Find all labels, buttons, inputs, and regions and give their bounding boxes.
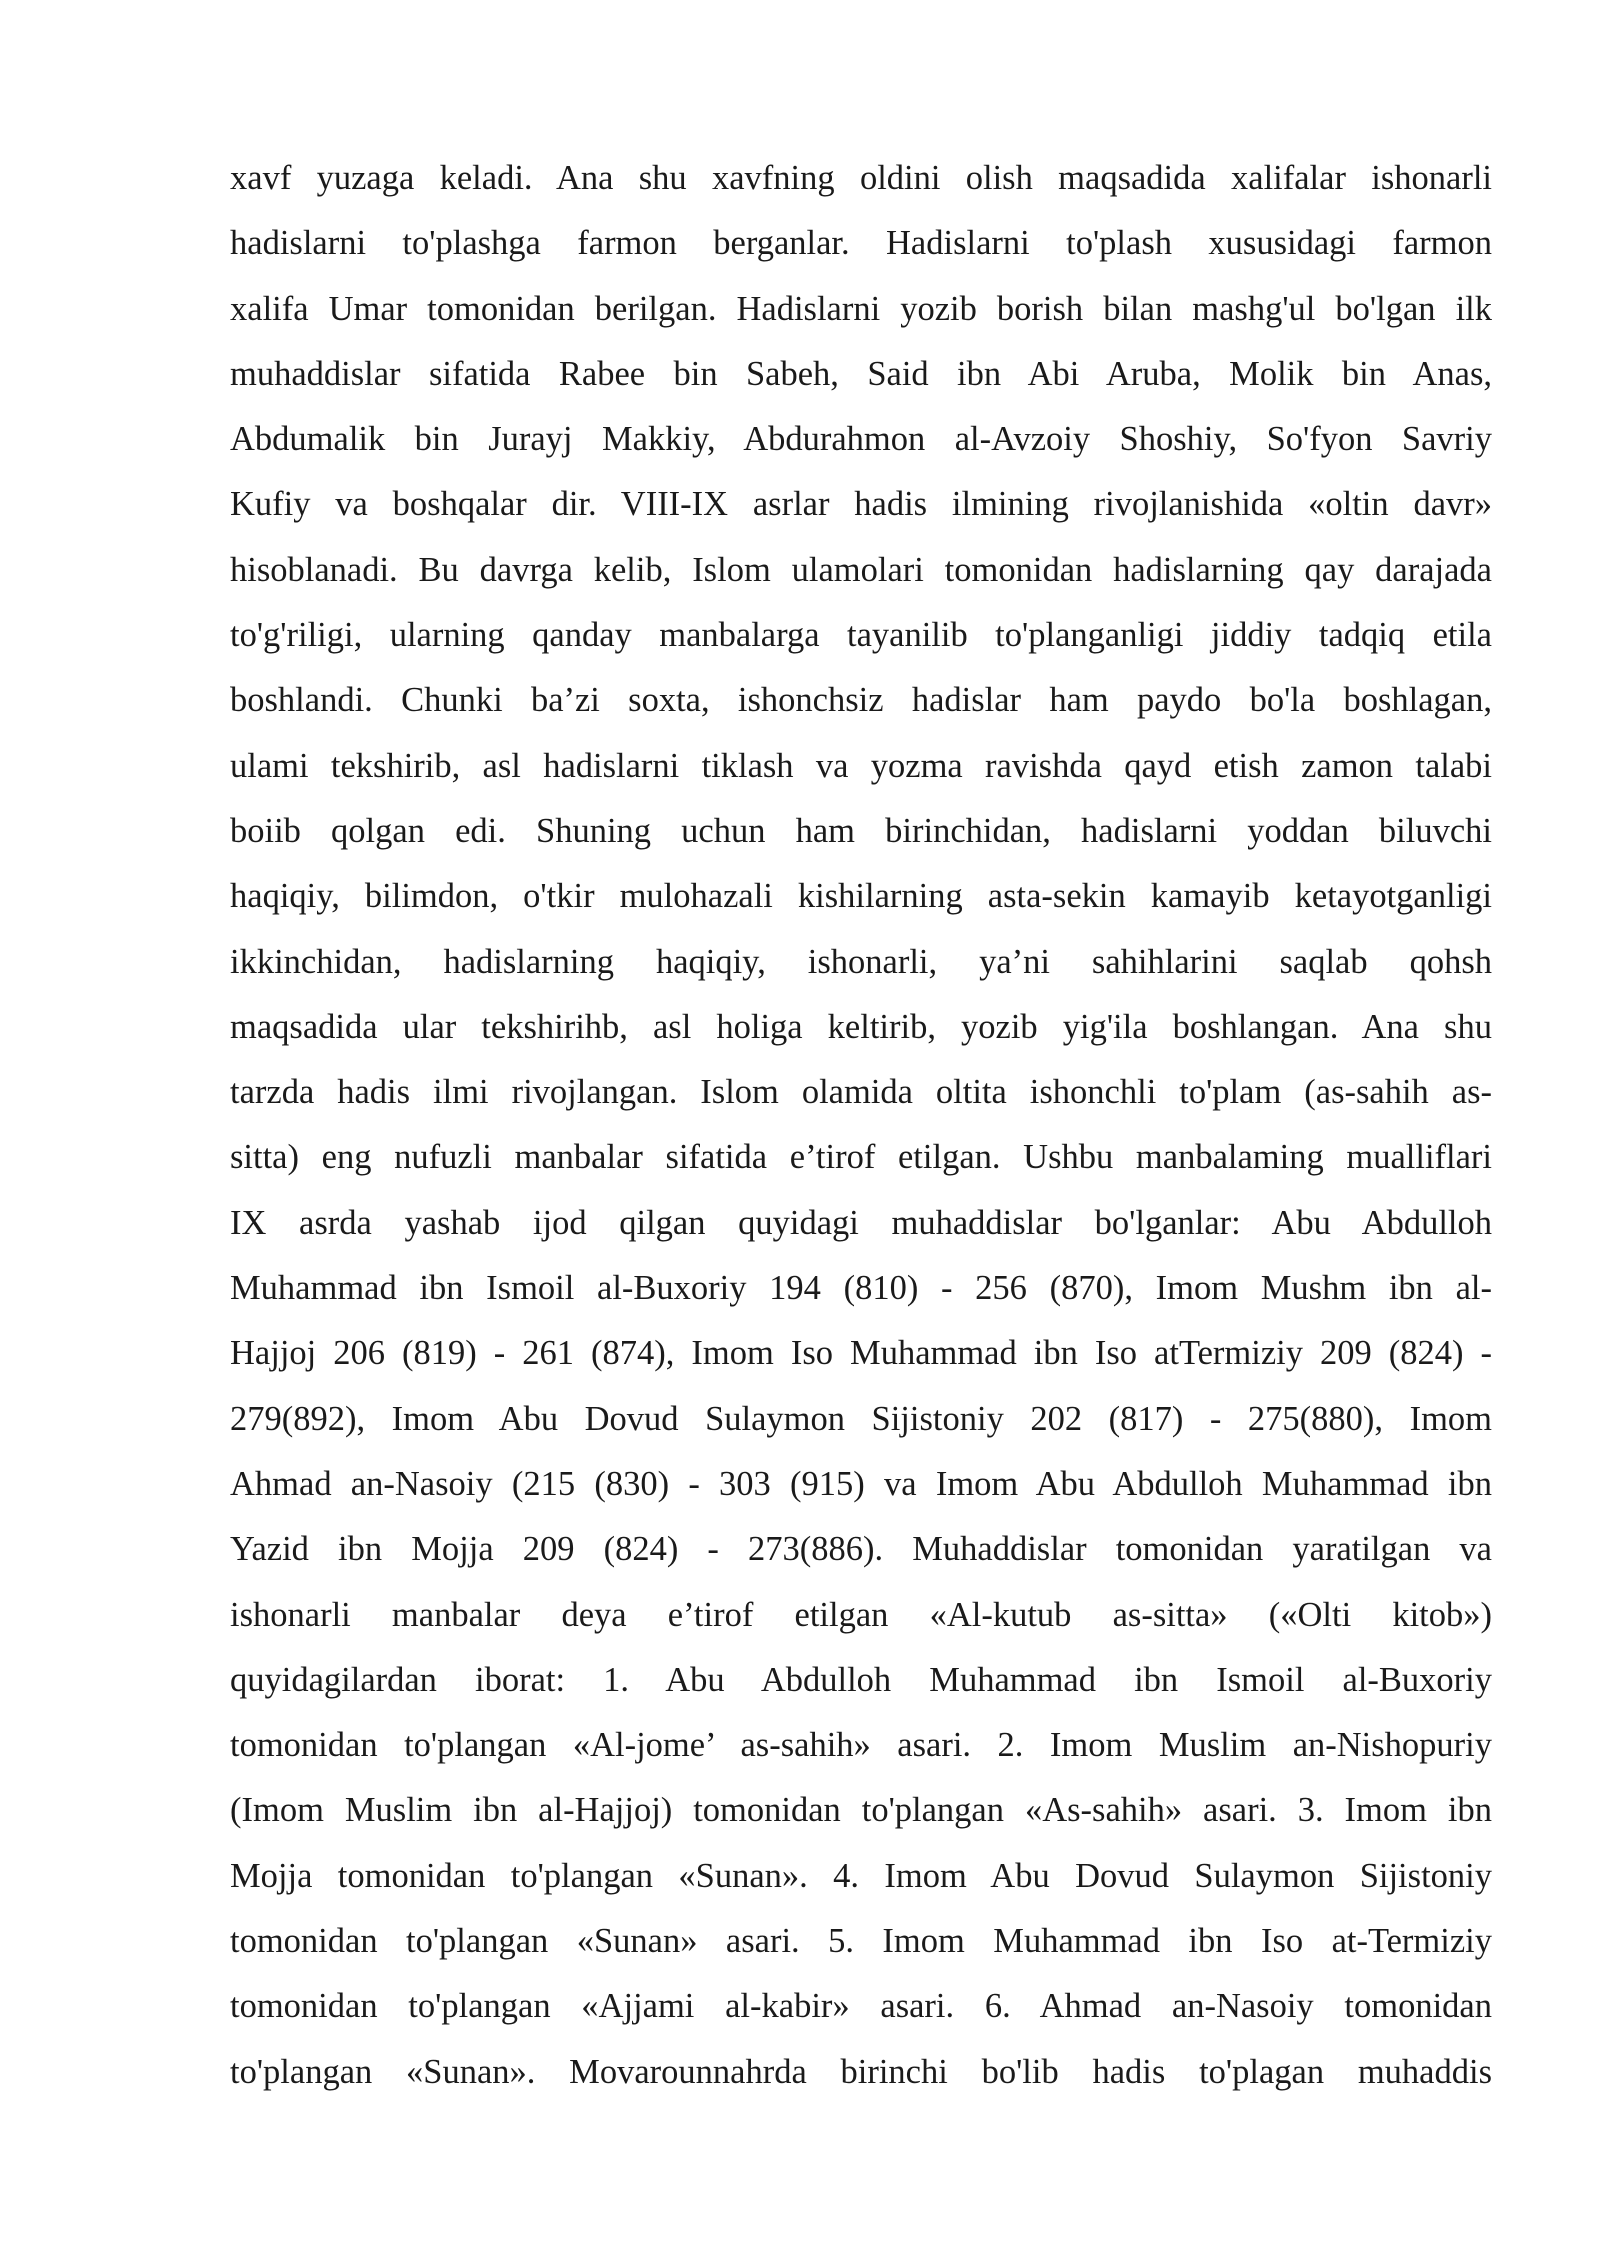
text-line: maqsadida ular tekshirihb, asl holiga keltirib, yozib yig'ila boshlangan. Ana shu (230, 1007, 1492, 1046)
text-line: to'g'riligi, ularning qanday manbalarga tayanilib to'planganligi jiddiy tadqiq etila (230, 616, 1492, 655)
text-line: xalifa Umar tomonidan berilgan. Hadislarni yozib borish bilan mashg'ul bo'lgan ilk (230, 289, 1492, 328)
text-line: to'plangan «Sunan». Movarounnahrda birinchi bo'lib hadis to'plagan muhaddis (230, 2052, 1492, 2091)
text-line: hadislarni to'plashga farmon berganlar. Hadislarni to'plash xususidagi farmon (230, 224, 1492, 263)
text-line: quyidagilardan iborat: 1. Abu Abdulloh Muhammad ibn Ismoil al-Buxoriy (230, 1660, 1492, 1699)
text-line: Yazid ibn Mojja 209 (824) - 273(886). Muhaddislar tomonidan yaratilgan va (230, 1530, 1492, 1569)
text-line: (Imom Muslim ibn al-Hajjoj) tomonidan to'plangan «As-sahih» asari. 3. Imom ibn (230, 1791, 1492, 1830)
text-line: ishonarli manbalar deya e’tirof etilgan «Al-kutub as-sitta» («Olti kitob») (230, 1595, 1492, 1634)
text-line: Abdumalik bin Jurayj Makkiy, Abdurahmon al-Avzoiy Shoshiy, So'fyon Savriy (230, 420, 1492, 459)
text-line: 279(892), Imom Abu Dovud Sulaymon Sijistoniy 202 (817) - 275(880), Imom (230, 1399, 1492, 1438)
text-line: tarzda hadis ilmi rivojlangan. Islom olamida oltita ishonchli to'plam (as-sahih as- (230, 1073, 1492, 1112)
text-line: muhaddislar sifatida Rabee bin Sabeh, Said ibn Abi Aruba, Molik bin Anas, (230, 354, 1492, 393)
text-line: sitta) eng nufuzli manbalar sifatida e’tirof etilgan. Ushbu manbalaming mualliflari (230, 1138, 1492, 1177)
text-line: boiib qolgan edi. Shuning uchun ham birinchidan, hadislarni yoddan biluvchi (230, 811, 1492, 850)
text-line: Kufiy va boshqalar dir. VIII-IX asrlar hadis ilmining rivojlanishida «oltin davr» (230, 485, 1492, 524)
text-line: Mojja tomonidan to'plangan «Sunan». 4. Imom Abu Dovud Sulaymon Sijistoniy (230, 1856, 1492, 1895)
text-line: boshlandi. Chunki ba’zi soxta, ishonchsiz hadislar ham paydo bo'la boshlagan, (230, 681, 1492, 720)
text-line: Ahmad an-Nasoiy (215 (830) - 303 (915) va Imom Abu Abdulloh Muhammad ibn (230, 1464, 1492, 1503)
text-line: IX asrda yashab ijod qilgan quyidagi muhaddislar bo'lganlar: Abu Abdulloh (230, 1203, 1492, 1242)
text-line: ulami tekshirib, asl hadislarni tiklash va yozma ravishda qayd etish zamon talabi (230, 746, 1492, 785)
text-line: tomonidan to'plangan «Sunan» asari. 5. Imom Muhammad ibn Iso at-Termiziy (230, 1922, 1492, 1961)
text-line: tomonidan to'plangan «Al-jome’ as-sahih» asari. 2. Imom Muslim an-Nishopuriy (230, 1726, 1492, 1765)
text-line: xavf yuzaga keladi. Ana shu xavfning oldini olish maqsadida xalifalar ishonarli (230, 159, 1492, 197)
text-line: Hajjoj 206 (819) - 261 (874), Imom Iso Muhammad ibn Iso atTermiziy 209 (824) - (230, 1334, 1492, 1373)
text-line: ikkinchidan, hadislarning haqiqiy, ishonarli, ya’ni sahihlarini saqlab qohsh (230, 942, 1492, 981)
text-line: Muhammad ibn Ismoil al-Buxoriy 194 (810) - 256 (870), Imom Mushm ibn al- (230, 1269, 1492, 1308)
text-line: hisoblanadi. Bu davrga kelib, Islom ulamolari tomonidan hadislarning qay darajada (230, 550, 1492, 589)
text-line: haqiqiy, bilimdon, o'tkir mulohazali kishilarning asta-sekin kamayib ketayotganligi (230, 877, 1492, 916)
body-paragraph (230, 146, 1492, 2105)
text-line: tomonidan to'plangan «Ajjami al-kabir» asari. 6. Ahmad an-Nasoiy tomonidan (230, 1987, 1492, 2026)
